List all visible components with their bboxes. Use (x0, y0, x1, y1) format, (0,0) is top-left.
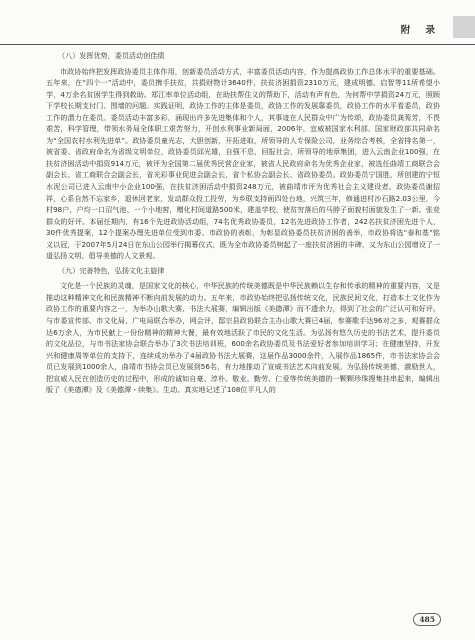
section-heading: （八）发挥优势，委员活动创佳绩 (58, 51, 165, 60)
paragraph: 文化是一个民族的灵魂，是国家文化的核心，中华民族的传统美德既是中华民族赖以生存和传承的精神的重要内容，又是推动这种精神文化和民族精神不断向前发展的动力。五年来，市政协始终把弘扬传统文化，民族民间文化，打造本土文化作为政协工作的重要内容之一，为举办山歌大赛、书法大展赛，编辑出版《美德潭》而不遗余力，得到了社会的广泛认可和好评。与市委宣传部、市文化局、广电局联合举办，网会评，邸宗县政协联合主办山歌大赛已4届，参赛歌手达96对之多，观赛群众达6万余人，为市民献上一份份精神的精神大餐，最有效地活跃了市民的文化生活。为弘扬有悠久历史的书法艺术，提升委员的文化品位，与市书法家协会联合举办了3次书法培训班，600余名政协委员及书法爱好者参加培训学习；在健康坚持，开发兴和健康周等单位的支持下，连续成功举办了4届政协书法大展赛，这届作品3000余件，入展作品1865件，市书法家协会会员已发展到1000余人，曲靖市书协会员已发展到56名，有力地推动了宣威书法艺术向前发展。为弘扬传统美德，激励世人，把宣威人民在创造历史的过程中，形成的诚如自豪、淳朴、敬业、勤劳、仁爱等传统美德的一颗颗珍珠搜集挂串起来，编辑出版了《美德潭》及《美德潭・续集》。生动、真实地记述了108位平凡人的 (46, 281, 440, 395)
section-8 (46, 50, 440, 262)
section-heading: （九）完善特色，弘扬文化主旋律 (58, 265, 165, 275)
page-header (0, 0, 475, 40)
page-number: 485 (413, 613, 441, 626)
header-rule (0, 44, 475, 45)
document-body (46, 50, 440, 399)
header-tab-marker (453, 16, 475, 38)
section-9 (46, 265, 440, 396)
paragraph: 市政协始终把发挥政协委员主体作用，创新委员活动方式，丰富委员活动内容，作为提高政协工作总体水平的重要基础。五年来，在“四个一”活动中，委员携手扶贫，共捐财物计3640件，扶贫济困捐资2310万元，建成明德、启智等11所希望小学，4万余名贫困学生得到救助。郑江率单位活动组，在助扶帮住义的帮助下，活动有声有色，为何帮中学捐资24万元，照顾下学校长期支付门、围墙的问题。实践证明，政协工作的主体是委员，政协工作的发展靠委员，政协工作的水平看委员，政协工作的潜力在委员。委员活动丰富多彩，涌现出许多先进集体和个人，其事迹在人民群众中广为传颂，政协委员龚莠芳，不畏艰苦，科学管理，带领水务局全体职工艰苦努力，开创水利事业新局面，2006年，宜威被国家水利部、国家财政部共同命名为“全国农村水利先进单”。政协委员童光志，大胆创新，开拓进取，所领导的人专保险公司，业务综合考核，全省排名第一，被省委、省政府命名为省级文明单位，政协委员邱光雄，自强不息，回报社会，所领导的地章集团，进入云南企业100强，在扶贫济困活动中捐资914万元，被评为全国第二届优秀民营企业家，被省人民政府命名为优秀企业家，被选任曲靖工商联合会副会长、省工商联合会副会长，省光彩事业促进会副会长，省个私协会副会长、省政协委员。政协委员宁国胜，所创建的宁恒水泥公司已进入云南中小企业100强，在扶贫济困活动中捐资248万元，被曲靖市评为优秀社会主义建设者。政协委员谢招祥，心系自然不忘家乡，退休回老家，发动群众投工投劳，为乡联支持面四处台地，兴筑三年，修通进村沙石路2.03公里，今村98户，户均一口沼气池、一个小地窖，赠化村间道路500米，建盖学校，使贫穷落后的马脖子面貌村面貌发生了一新。张竞群众的好评。本届任期内，有16个先进政协活动组，74名优秀政协委员，12名先进政协工作者，242名扶贫济困先进个人，30件优秀提案，12个提案办理先进单位受到市委、市政协的表彰，为彰显政协委员扶贫济困的善举，市政协将选“泰和基”铭义以冠，于2007年5月24日在东山公园举行揭幕仪式，既为全市政协委员树起了一座扶贫济困的丰碑，又为东山公园增设了一道弘扬文明、倡导美德的人文景观。 (46, 66, 440, 261)
running-head-label: 附 录 (400, 25, 441, 36)
